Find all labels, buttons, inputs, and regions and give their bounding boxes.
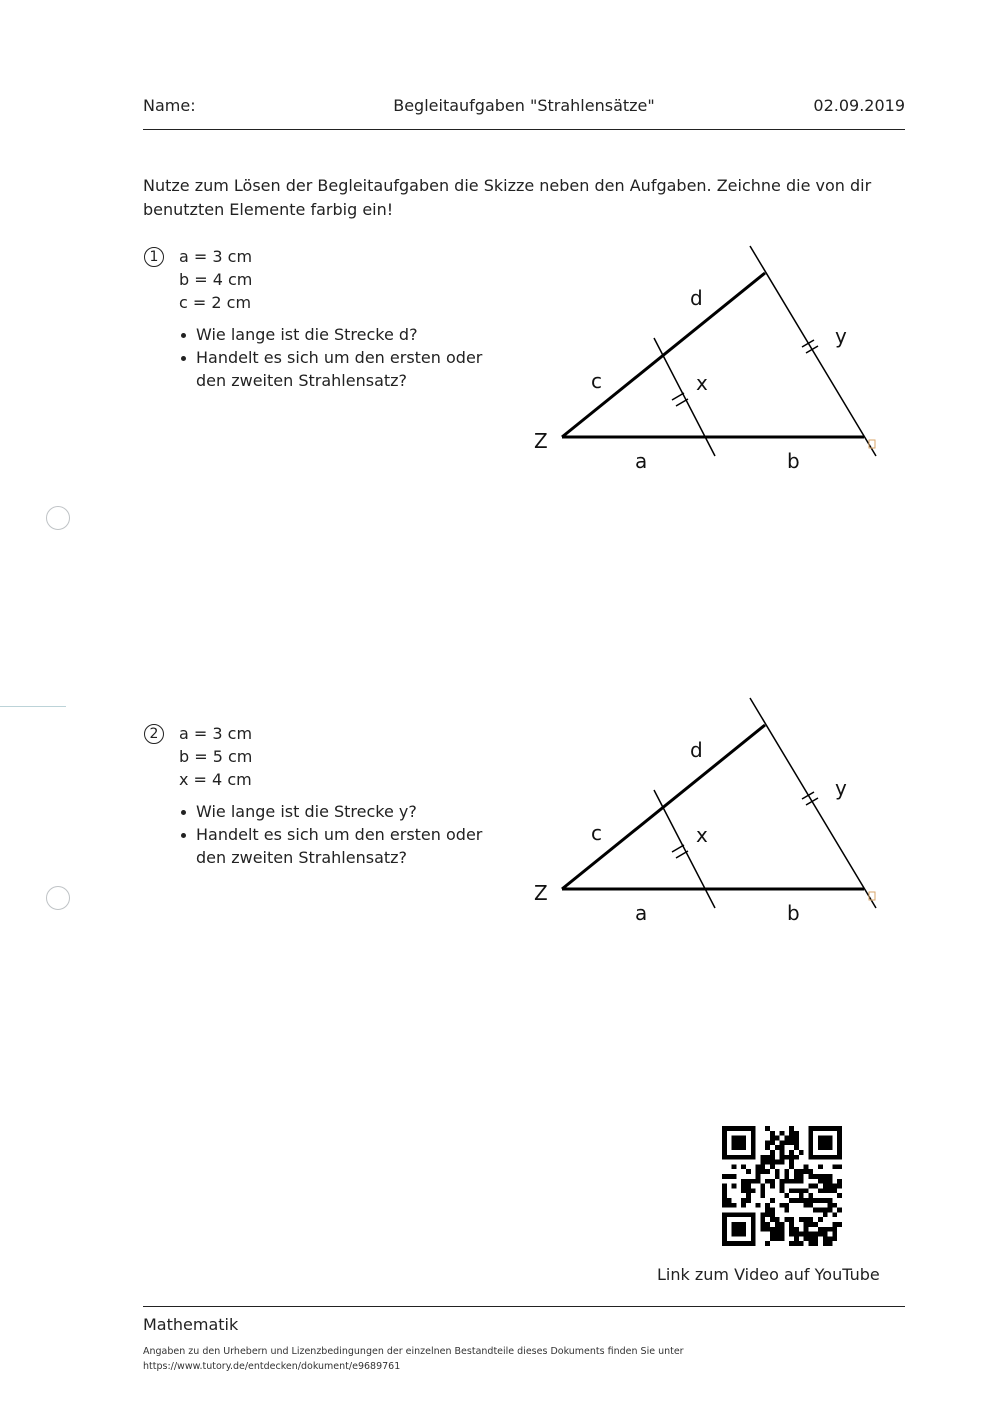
given-value: c = 2 cm xyxy=(179,293,252,312)
label-x: x xyxy=(696,823,708,847)
intercept-theorem-sketch xyxy=(528,242,888,472)
intercept-theorem-sketch xyxy=(528,694,888,924)
task-questions xyxy=(179,800,503,869)
qr-code-icon[interactable] xyxy=(722,1126,842,1246)
label-d: d xyxy=(690,738,703,762)
sketch-svg xyxy=(528,242,888,472)
license-note xyxy=(143,1344,684,1374)
sketch-svg xyxy=(528,694,888,924)
task-questions xyxy=(179,323,503,392)
question-item: Wie lange ist die Strecke d? xyxy=(179,323,503,346)
punch-hole-mark xyxy=(46,886,70,910)
label-d: d xyxy=(690,286,703,310)
label-x: x xyxy=(696,371,708,395)
label-y: y xyxy=(835,776,847,800)
label-y: y xyxy=(835,324,847,348)
task-number: 1 xyxy=(144,247,164,267)
page-header xyxy=(143,96,905,130)
fold-mark xyxy=(0,706,66,707)
label-a: a xyxy=(635,449,648,472)
license-text: Angaben zu den Urhebern und Lizenzbedingungen der einzelnen Bestandteile dieses Dokuments finden Sie unter xyxy=(143,1346,684,1357)
license-url: https://www.tutory.de/entdecken/dokument/e9689761 xyxy=(143,1361,401,1372)
given-value: b = 4 cm xyxy=(179,270,253,289)
punch-hole-mark xyxy=(46,506,70,530)
footer-divider xyxy=(143,1306,905,1307)
task-givens xyxy=(179,722,252,791)
given-value: a = 3 cm xyxy=(179,247,253,266)
subject-label: Mathematik xyxy=(143,1315,239,1334)
label-c: c xyxy=(591,369,602,393)
label-z: Z xyxy=(534,429,548,453)
question-item: Wie lange ist die Strecke y? xyxy=(179,800,503,823)
instructions-text: Nutze zum Lösen der Begleitaufgaben die Skizze neben den Aufgaben. Zeichne die von dir benutzten Elemente farbig ein! xyxy=(143,176,872,219)
name-label: Name: xyxy=(143,96,196,115)
task-number: 2 xyxy=(144,724,164,744)
video-link-caption: Link zum Video auf YouTube xyxy=(657,1265,880,1284)
document-title: Begleitaufgaben "Strahlensätze" xyxy=(393,96,655,115)
given-value: b = 5 cm xyxy=(179,747,253,766)
label-z: Z xyxy=(534,881,548,905)
given-value: x = 4 cm xyxy=(179,770,252,789)
label-b: b xyxy=(787,449,800,472)
label-c: c xyxy=(591,821,602,845)
given-value: a = 3 cm xyxy=(179,724,253,743)
label-b: b xyxy=(787,901,800,924)
label-a: a xyxy=(635,901,648,924)
question-item: Handelt es sich um den ersten oder den zweiten Strahlensatz? xyxy=(179,823,503,869)
task-givens xyxy=(179,245,252,314)
document-date: 02.09.2019 xyxy=(813,96,905,115)
question-item: Handelt es sich um den ersten oder den zweiten Strahlensatz? xyxy=(179,346,503,392)
